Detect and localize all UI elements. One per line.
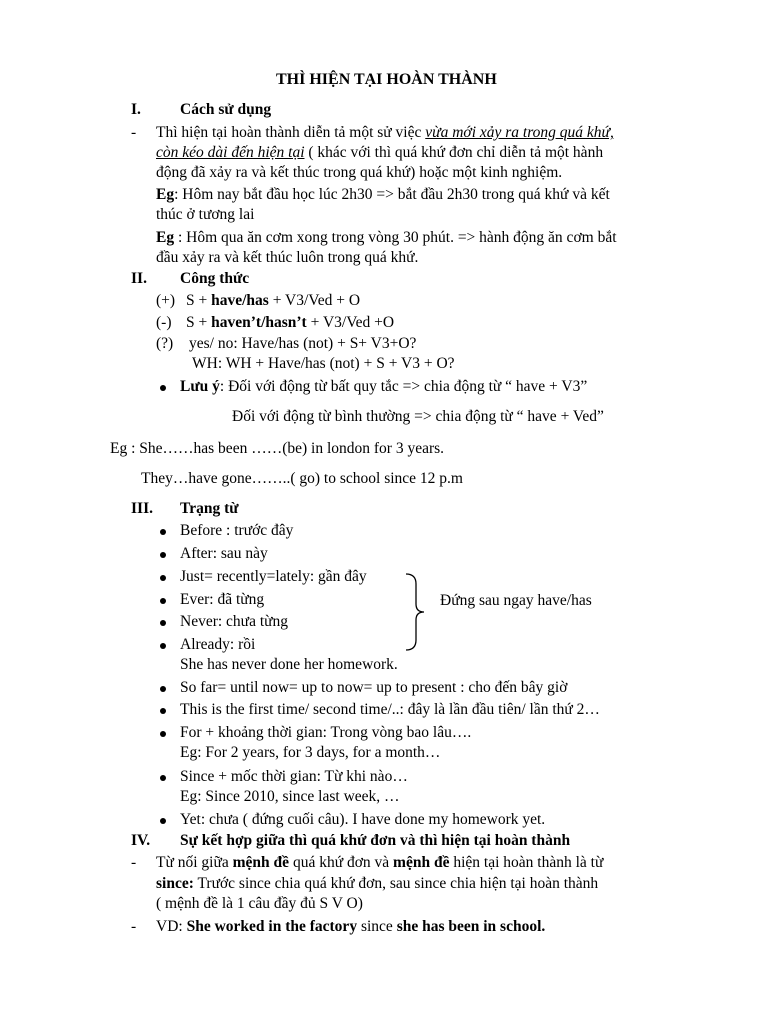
adverb-item: Already: rồi [180, 636, 256, 653]
adverb-first-time: This is the first time/ second time/..: đây là lần đầu tiên/ lần thứ 2… [180, 701, 600, 718]
bullet-icon [160, 529, 166, 535]
brace-label: Đứng sau ngay have/has [440, 592, 592, 609]
adverb-yet: Yet: chưa ( đứng cuối câu). I have done my homework yet. [180, 811, 546, 828]
usage-line-2: còn kéo dài đến hiện tại ( khác với thì quá khứ đơn chỉ diễn tả một hành [156, 144, 604, 161]
combination-line-3: ( mệnh đề là 1 câu đầy đủ S V O) [156, 895, 363, 912]
exercise-2: They…have gone……..( go) to school since 12 p.m [141, 470, 463, 487]
section-1-number: I. [131, 101, 141, 118]
formula-negative-mark: (-) [156, 314, 172, 331]
bullet-icon [160, 552, 166, 558]
example-1-line-1: Eg: Hôm nay bắt đầu học lúc 2h30 => bắt đầu 2h30 trong quá khứ và kết [156, 186, 610, 203]
section-2-number: II. [131, 270, 147, 287]
example-2-line-1: Eg : Hôm qua ăn cơm xong trong vòng 30 phút. => hành động ăn cơm bắt [156, 229, 617, 246]
adverb-example: She has never done her homework. [180, 656, 398, 673]
formula-negative: S + haven’t/hasn’t + V3/Ved +O [186, 314, 395, 331]
example-2-line-2: đầu xảy ra và kết thúc luôn trong quá khứ. [156, 249, 419, 266]
usage-line-3: động đã xảy ra và kết thúc trong quá khứ) hoặc một kinh nghiệm. [156, 164, 563, 181]
adverb-since-example: Eg: Since 2010, since last week, … [180, 788, 400, 805]
right-brace-icon [404, 572, 428, 652]
usage-line-1: Thì hiện tại hoàn thành diễn tả một sử việc vừa mới xảy ra trong quá khứ, [156, 124, 614, 141]
adverb-item: Before : trước đây [180, 522, 294, 539]
formula-question-yes-no: yes/ no: Have/has (not) + S+ V3+O? [189, 335, 417, 352]
formula-positive: S + have/has + V3/Ved + O [186, 292, 361, 309]
bullet-icon [160, 620, 166, 626]
page-title: THÌ HIỆN TẠI HOÀN THÀNH [276, 71, 497, 88]
section-3-number: III. [131, 500, 153, 517]
bullet-icon [160, 818, 166, 824]
dash-marker: - [131, 124, 137, 141]
bullet-icon [160, 708, 166, 714]
formula-question-wh: WH: WH + Have/has (not) + S + V3 + O? [192, 355, 455, 372]
bullet-icon [160, 731, 166, 737]
adverb-so-far: So far= until now= up to now= up to present : cho đến bây giờ [180, 679, 568, 696]
section-4-heading: Sự kết hợp giữa thì quá khứ đơn và thì hiện tại hoàn thành [180, 832, 571, 849]
adverb-item: Never: chưa từng [180, 613, 289, 630]
bullet-icon [160, 575, 166, 581]
dash-marker: - [131, 918, 137, 935]
note-line-1: Lưu ý: Đối với động từ bất quy tắc => chia động từ “ have + V3” [180, 378, 588, 395]
adverb-item: After: sau này [180, 545, 268, 562]
dash-marker: - [131, 854, 137, 871]
combination-line-1: Từ nối giữa mệnh đề quá khứ đơn và mệnh đề hiện tại hoàn thành là từ [156, 854, 604, 871]
bullet-icon [160, 775, 166, 781]
adverb-item: Ever: đã từng [180, 591, 265, 608]
note-line-2: Đối với động từ bình thường => chia động từ “ have + Ved” [232, 408, 604, 425]
section-4-number: IV. [131, 832, 151, 849]
adverb-item: Just= recently=lately: gần đây [180, 568, 367, 585]
bullet-icon [160, 686, 166, 692]
formula-positive-mark: (+) [156, 292, 176, 309]
formula-question-mark: (?) [156, 335, 174, 352]
section-3-heading: Trạng từ [180, 500, 239, 517]
combination-example: VD: She worked in the factory since she has been in school. [156, 918, 546, 935]
combination-line-2: since: Trước since chia quá khứ đơn, sau since chia hiện tại hoàn thành [156, 875, 599, 892]
adverb-since: Since + mốc thời gian: Từ khi nào… [180, 768, 408, 785]
adverb-for-example: Eg: For 2 years, for 3 days, for a month… [180, 744, 441, 761]
bullet-icon [160, 643, 166, 649]
example-1-line-2: thúc ở tương lai [156, 206, 255, 223]
adverb-for: For + khoảng thời gian: Trong vòng bao lâu…. [180, 724, 472, 741]
section-2-heading: Công thức [180, 270, 250, 287]
section-1-heading: Cách sử dụng [180, 101, 272, 118]
bullet-icon [160, 598, 166, 604]
bullet-icon [160, 385, 166, 391]
exercise-1: Eg : She……has been ……(be) in london for 3 years. [110, 440, 445, 457]
